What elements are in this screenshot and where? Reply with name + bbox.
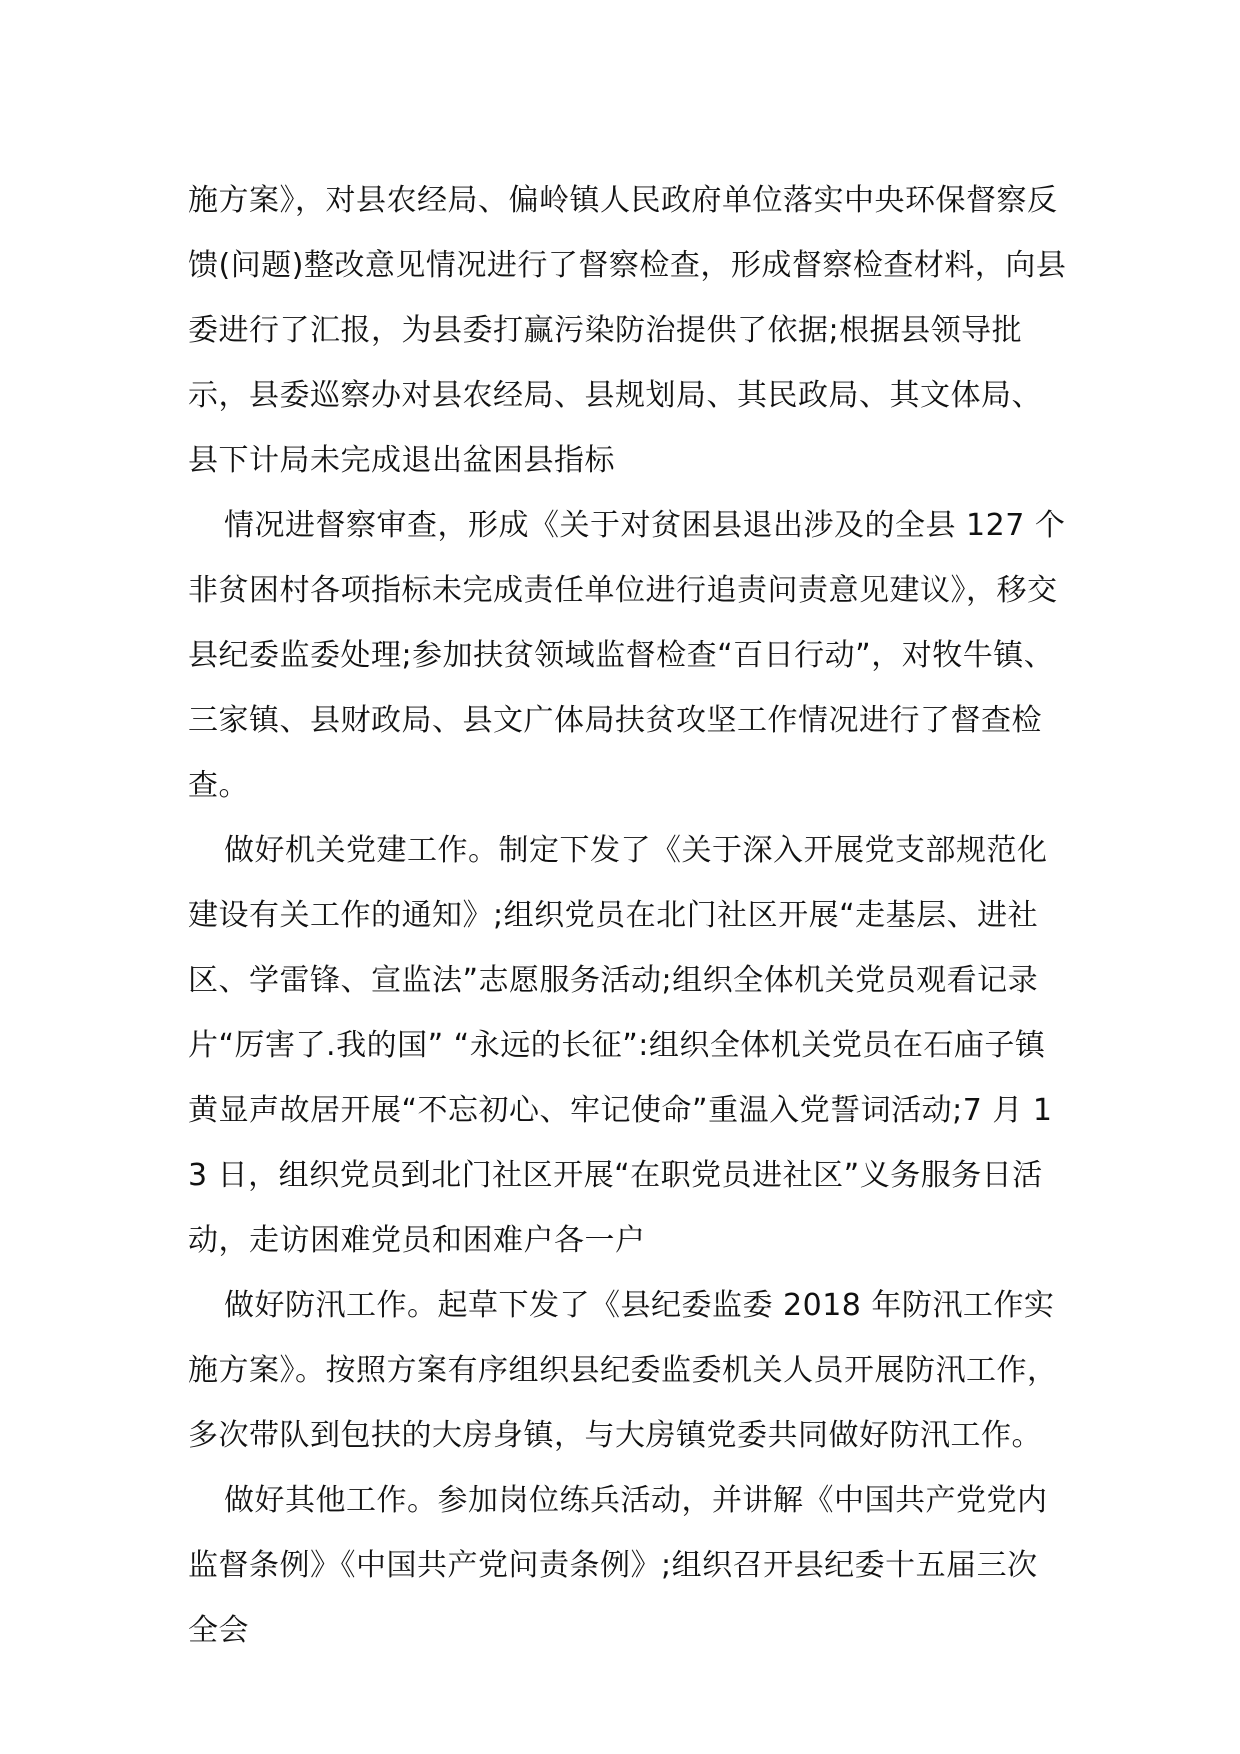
paragraph-continued-plan: 施方案》，对县农经局、偏岭镇人民政府单位落实中央环保督察反馈(问题)整改意见情况进行了督察检查，形成督察检查材料，向县委进行了汇报，为县委打赢污染防治提供了依据;根据县领导批示，县委巡察办对县农经局、县规划局、其民政局、其文体局、县下计局未完成退出盆困县指标: [188, 183, 1067, 478]
paragraph-flood-control: 做好防汛工作。起草下发了《县纪委监委 2018 年防汛工作实施方案》。按照方案有序组织县纪委监委机关人员开展防汛工作，多次带队到包扶的大房身镇，与大房镇党委共同做好防汛工作。: [188, 1288, 1058, 1453]
paragraph-other-work: 做好其他工作。参加岗位练兵活动，并讲解《中国共产党党内监督条例》《中国共产党问责条例》;组织召开县纪委十五届三次全会: [188, 1483, 1048, 1648]
paragraph-party-building: 做好机关党建工作。制定下发了《关于深入开展党支部规范化建设有关工作的通知》;组织党员在北门社区开展“走基层、进社区、学雷锋、宣监法”志愿服务活动;组织全体机关党员观看记录片“厉害了.我的国” “永远的长征”:组织全体机关党员在石庙子镇黄显声故居开展“不忘初心、牢记使命”重温入党誓词活动;7 月 13 日，组织党员到北门社区开展“在职党员进社区”义务服务日活动，走访困难党员和困难户各一户: [188, 833, 1053, 1258]
document-body: [188, 168, 1068, 1663]
paragraph-poverty-supervision: 情况进督察审查，形成《关于对贫困县退出涉及的全县 127 个非贫困村各项指标未完成责任单位进行追责问责意见建议》，移交县纪委监委处理;参加扶贫领域监督检查“百日行动”，对牧牛镇、三家镇、县财政局、县文广体局扶贫攻坚工作情况进行了督查检查。: [188, 508, 1066, 803]
